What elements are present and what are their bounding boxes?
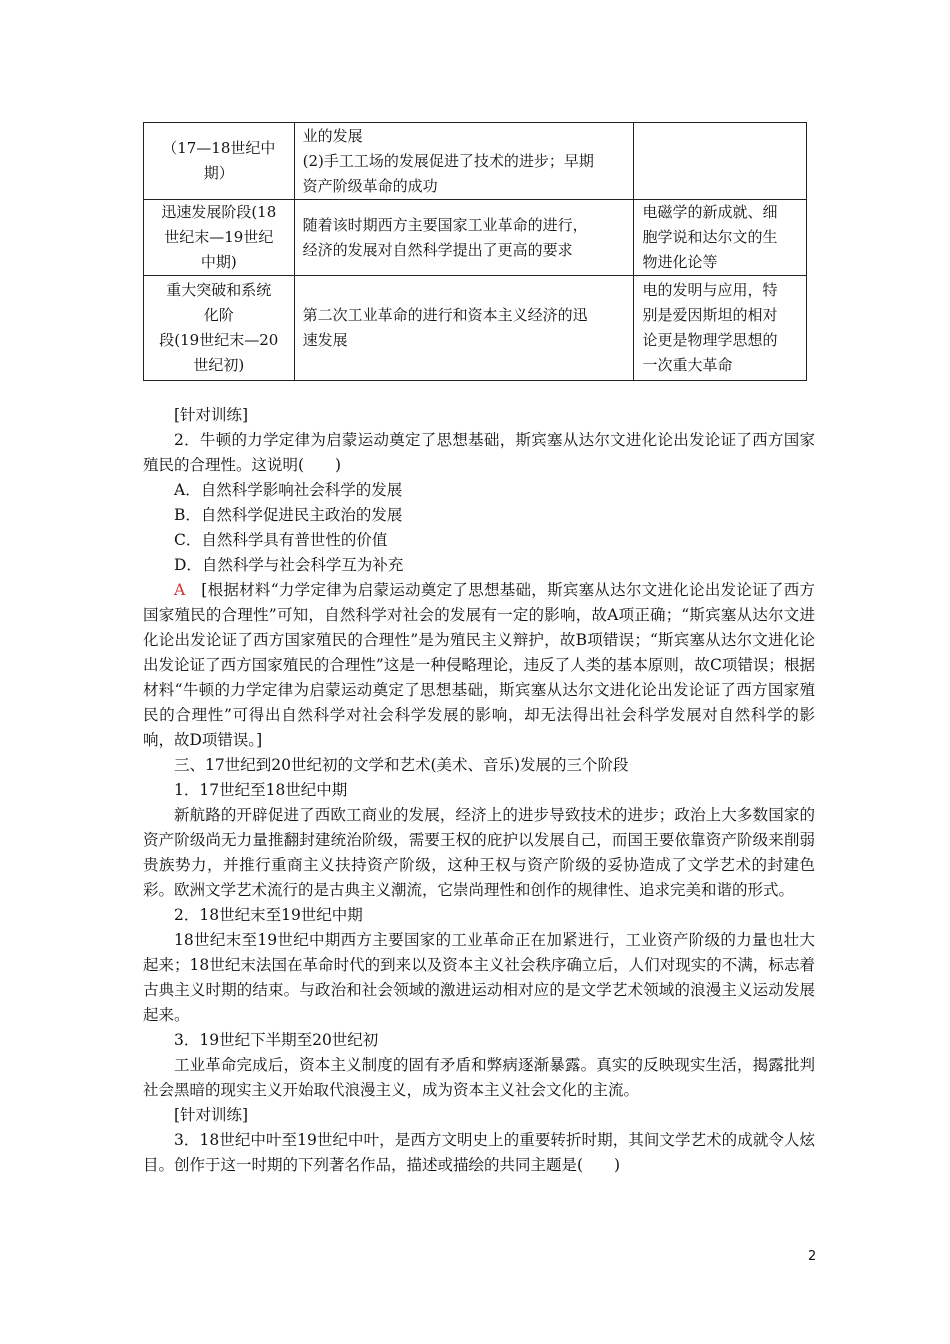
- body-text: [143, 403, 815, 1178]
- stage-3-text: 工业革命完成后，资本主义制度的固有矛盾和弊病逐渐暴露。真实的反映现实生活，揭露批判社会黑暗的现实主义开始取代浪漫主义，成为资本主义社会文化的主流。: [143, 1056, 815, 1099]
- stage-2-text: 18世纪末至19世纪中期西方主要国家的工业革命正在加紧进行，工业资产阶级的力量也壮大起来；18世纪末法国在革命时代的到来以及资本主义社会秩序确立后，人们对现实的不满，标志着古典主义时期的结束。与政治和社会领域的激进运动相对应的是文学艺术领域的浪漫主义运动发展起来。: [143, 931, 815, 1024]
- option-a: A．自然科学影响社会科学的发展: [174, 481, 403, 499]
- table-row: [144, 200, 807, 276]
- cell-line: 电的发明与应用，特: [642, 281, 778, 299]
- question-2: 2．牛顿的力学定律为启蒙运动奠定了思想基础，斯宾塞从达尔文进化论出发论证了西方国家殖民的合理性。这说明( ): [143, 431, 815, 474]
- stage-2-title: 2．18世纪末至19世纪中期: [174, 906, 363, 924]
- cell-line: 经济的发展对自然科学提出了更高的要求: [302, 240, 573, 259]
- table-row: [144, 123, 807, 200]
- option-c: C．自然科学具有普世性的价值: [174, 531, 388, 549]
- answer-explanation: A [根据材料“力学定律为启蒙运动奠定了思想基础，斯宾塞从达尔文进化论出发论证了西方国家殖民的合理性”可知，自然科学对社会的发展有一定的影响，故A项正确；“斯宾塞从达尔文进化论出发论证了西方国家殖民的合理性”是为殖民主义辩护，故B项错误；“斯宾塞从达尔文进化论出发论证了西方国家殖民的合理性”这是一种侵略理论，违反了人类的基本原则，故C项错误；根据材料“牛顿的力学定律为启蒙运动奠定了思想基础，斯宾塞从达尔文进化论出发论证了西方国家殖民的合理性”可得出自然科学对社会科学发展的影响，却无法得出社会科学发展对自然科学的影响，故D项错误。]: [143, 581, 815, 749]
- option-b: B．自然科学促进民主政治的发展: [174, 506, 403, 524]
- page-number: 2: [808, 1249, 817, 1264]
- cell-line: 第二次工业革命的进行和资本主义经济的迅: [302, 306, 588, 324]
- cell-line: 胞学说和达尔文的生: [642, 228, 778, 246]
- cell-line: 期）: [203, 164, 234, 182]
- cell-line: 别是爱因斯坦的相对: [642, 306, 778, 324]
- stage-cell: [144, 276, 295, 381]
- table-row: [144, 276, 807, 381]
- cell-line: 一次重大革命: [642, 356, 733, 374]
- cell-line: 重大突破和系统: [166, 281, 272, 299]
- answer-letter: A: [174, 581, 186, 599]
- stage-1-title: 1．17世纪至18世纪中期: [174, 781, 348, 799]
- cell-line: 中期): [200, 253, 237, 271]
- cell-line: 世纪末—19世纪: [164, 228, 274, 246]
- cell-line: 资产阶级革命的成功: [302, 176, 438, 195]
- cell-line: 物进化论等: [642, 253, 718, 271]
- cell-line: 电磁学的新成就、细: [642, 203, 778, 221]
- practice-heading: [针对训练]: [174, 406, 249, 424]
- question-3: 3．18世纪中叶至19世纪中叶，是西方文明史上的重要转折时期，其间文学艺术的成就令人炫目。创作于这一时期的下列著名作品，描述或描绘的共同主题是( ): [143, 1131, 815, 1174]
- cell-line: （17—18世纪中: [162, 139, 276, 157]
- achievement-cell: [634, 200, 807, 276]
- science-stages-table: [143, 122, 807, 381]
- stage-cell: [144, 123, 295, 200]
- practice-heading-2: [针对训练]: [174, 1106, 249, 1124]
- stage-cell: [144, 200, 295, 276]
- reason-cell: [294, 276, 634, 381]
- achievement-cell: [634, 276, 807, 381]
- stage-3-title: 3．19世纪下半期至20世纪初: [174, 1031, 379, 1049]
- cell-line: 论更是物理学思想的: [642, 331, 778, 349]
- cell-line: (2)手工工场的发展促进了技术的进步；早期: [302, 151, 594, 170]
- achievement-cell: [634, 123, 807, 200]
- reason-cell: [294, 200, 634, 276]
- option-d: D．自然科学与社会科学互为补充: [174, 556, 404, 574]
- cell-line: 化阶: [203, 306, 234, 324]
- cell-line: 世纪初): [193, 356, 245, 374]
- section-3-title: 三、17世纪到20世纪初的文学和艺术(美术、音乐)发展的三个阶段: [174, 756, 629, 774]
- cell-line: 段(19世纪末—20: [159, 331, 279, 349]
- cell-line: 随着该时期西方主要国家工业革命的进行，: [302, 215, 588, 234]
- stage-1-text: 新航路的开辟促进了西欧工商业的发展，经济上的进步导致技术的进步；政治上大多数国家的资产阶级尚无力量推翻封建统治阶级，需要王权的庇护以发展自己，而国王要依靠资产阶级来削弱贵族势力，并推行重商主义扶持资产阶级，这种王权与资产阶级的妥协造成了文学艺术的封建色彩。欧洲文学艺术流行的是古典主义潮流，它崇尚理性和创作的规律性、追求完美和谐的形式。: [143, 806, 815, 899]
- cell-line: 迅速发展阶段(18: [161, 203, 277, 221]
- cell-line: 业的发展: [302, 126, 363, 145]
- cell-line: 速发展: [302, 331, 348, 349]
- reason-cell: [294, 123, 634, 200]
